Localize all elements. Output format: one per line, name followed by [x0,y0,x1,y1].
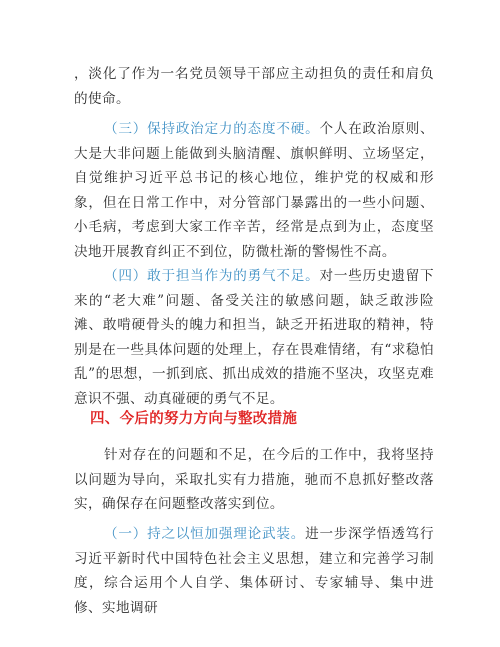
paragraph-text: 进一步深学悟透笃行习近平新时代中国特色社会主义思想，建立和完善学习制度，综合运用个人自学、集体研讨、专家辅导、集中进修、实地调研 [74,526,434,616]
subheading-theory-study: （一）持之以恒加强理论武装。 [104,526,306,542]
paragraph-text: 个人在政治原则、大是大非问题上能做到头脑清醒、旗帜鲜明、立场坚定，自觉维护习近平总书记的核心地位，维护党的权威和形象，但在日常工作中，对分管部门暴露出的一些小问题、小毛病，考虑到大家工作辛苦，经常是点到为止，态度坚决地开展教育纠正不到位，防微杜渐的警惕性不高。 [74,121,435,260]
paragraph-rectification-intro [74,443,434,517]
paragraph-continued [74,62,434,111]
paragraph-political-resolve [74,117,434,265]
subheading-responsibility-courage: （四）敢于担当作为的勇气不足。 [104,268,320,284]
paragraph-responsibility-courage [74,264,434,412]
paragraph-text: 针对存在的问题和不足，在今后的工作中，我将坚持以问题为导向，采取扎实有力措施，驰而不息抓好整改落实，确保存在问题整改落实到位。 [74,447,434,513]
subheading-political-resolve: （三）保持政治定力的态度不硬。 [104,121,320,137]
paragraph-theory-study [74,522,434,620]
paragraph-text: 对一些历史遗留下来的“老大难”问题、备受关注的敏感问题，缺乏敢涉险滩、敢啃硬骨头的魄力和担当，缺乏开拓进取的精神，特别是在一些具体问题的处理上，存在畏难情绪，有“求稳怕乱”的思想，一抓到底、抓出成效的措施不坚决，攻坚克难意识不强、动真碰硬的勇气不足。 [74,268,435,407]
section-heading: 四、今后的努力方向与整改措施 [90,411,298,427]
paragraph-text: ，淡化了作为一名党员领导干部应主动担负的责任和肩负的使命。 [74,66,434,107]
